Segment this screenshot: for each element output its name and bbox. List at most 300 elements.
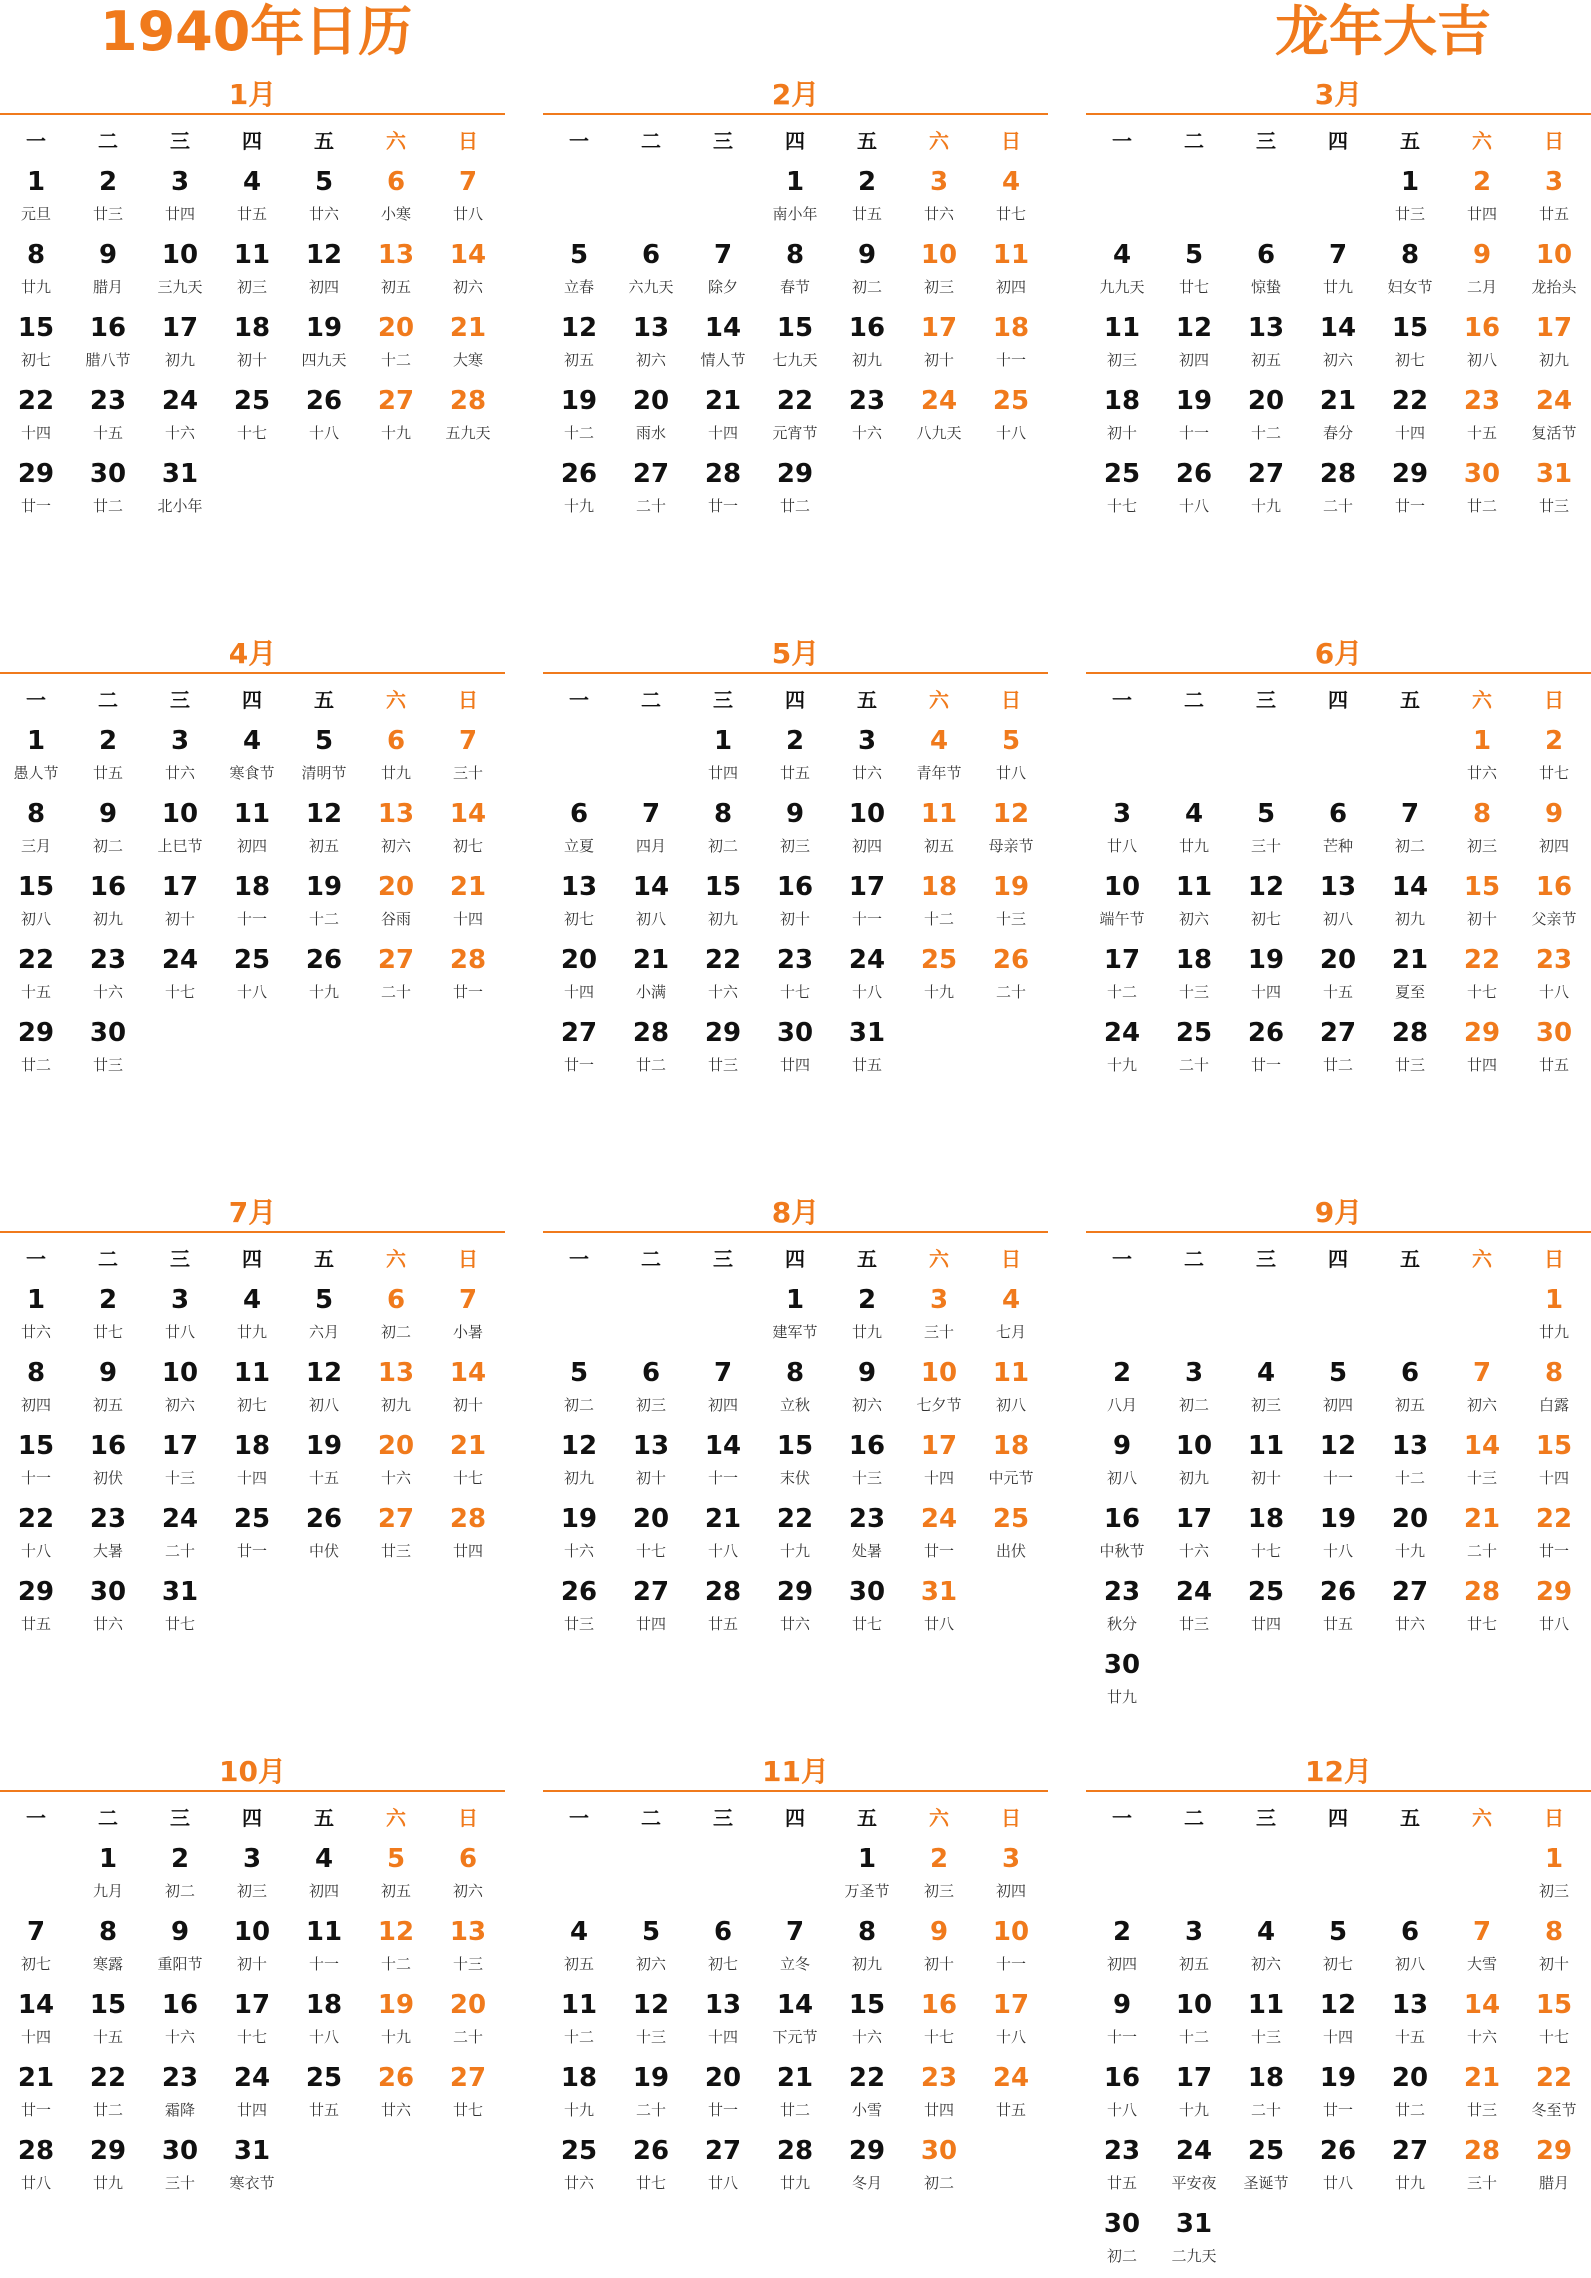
day-cell[interactable] [360,1281,432,1354]
day-cell[interactable] [759,236,831,309]
day-cell[interactable] [0,1573,72,1646]
day-cell[interactable] [615,1014,687,1087]
day-cell[interactable] [0,1281,72,1354]
day-cell[interactable] [360,1913,432,1986]
day-cell[interactable] [759,722,831,795]
day-cell[interactable] [288,868,360,941]
day-cell[interactable] [903,1500,975,1573]
day-cell[interactable] [432,2059,504,2132]
day-cell[interactable] [432,1500,504,1573]
day-cell[interactable] [543,1573,615,1646]
day-cell[interactable] [0,868,72,941]
day-cell[interactable] [216,795,288,868]
day-cell[interactable] [1086,941,1158,1014]
day-cell[interactable] [543,1014,615,1087]
day-cell[interactable] [1446,941,1518,1014]
day-cell[interactable] [72,722,144,795]
day-cell[interactable] [432,309,504,382]
day-cell[interactable] [759,2059,831,2132]
day-cell[interactable] [903,1840,975,1913]
day-cell[interactable] [687,1427,759,1500]
day-cell[interactable] [975,795,1047,868]
day-cell[interactable] [432,1354,504,1427]
day-cell[interactable] [615,1427,687,1500]
day-cell[interactable] [216,1354,288,1427]
day-cell[interactable] [72,382,144,455]
day-cell[interactable] [432,868,504,941]
day-cell[interactable] [288,309,360,382]
day-cell[interactable] [1158,382,1230,455]
day-cell[interactable] [360,309,432,382]
day-cell[interactable] [831,1427,903,1500]
day-cell[interactable] [1230,455,1302,528]
day-cell[interactable] [0,382,72,455]
day-cell[interactable] [216,236,288,309]
day-cell[interactable] [687,309,759,382]
day-cell[interactable] [831,2059,903,2132]
day-cell[interactable] [543,236,615,309]
day-cell[interactable] [72,1573,144,1646]
day-cell[interactable] [1302,455,1374,528]
day-cell[interactable] [975,722,1047,795]
day-cell[interactable] [1374,1014,1446,1087]
day-cell[interactable] [1518,795,1590,868]
day-cell[interactable] [687,941,759,1014]
day-cell[interactable] [1374,1354,1446,1427]
day-cell[interactable] [432,236,504,309]
day-cell[interactable] [831,941,903,1014]
day-cell[interactable] [1302,2059,1374,2132]
day-cell[interactable] [216,722,288,795]
day-cell[interactable] [1086,1014,1158,1087]
day-cell[interactable] [759,1913,831,1986]
day-cell[interactable] [1158,1014,1230,1087]
day-cell[interactable] [144,2132,216,2205]
day-cell[interactable] [1374,1913,1446,1986]
day-cell[interactable] [1446,1986,1518,2059]
day-cell[interactable] [759,1500,831,1573]
day-cell[interactable] [543,2059,615,2132]
day-cell[interactable] [1086,1986,1158,2059]
day-cell[interactable] [360,236,432,309]
day-cell[interactable] [144,163,216,236]
day-cell[interactable] [1086,868,1158,941]
day-cell[interactable] [144,1913,216,1986]
day-cell[interactable] [759,941,831,1014]
day-cell[interactable] [144,2059,216,2132]
day-cell[interactable] [288,1986,360,2059]
day-cell[interactable] [288,236,360,309]
day-cell[interactable] [1446,1014,1518,1087]
day-cell[interactable] [903,1986,975,2059]
day-cell[interactable] [687,1500,759,1573]
day-cell[interactable] [1302,1913,1374,1986]
day-cell[interactable] [831,795,903,868]
day-cell[interactable] [72,1427,144,1500]
day-cell[interactable] [687,2059,759,2132]
day-cell[interactable] [1086,382,1158,455]
day-cell[interactable] [72,2059,144,2132]
day-cell[interactable] [975,2059,1047,2132]
day-cell[interactable] [144,1500,216,1573]
day-cell[interactable] [759,868,831,941]
day-cell[interactable] [1446,2132,1518,2205]
day-cell[interactable] [1230,1573,1302,1646]
day-cell[interactable] [1374,1986,1446,2059]
day-cell[interactable] [903,1354,975,1427]
day-cell[interactable] [288,941,360,1014]
day-cell[interactable] [759,1014,831,1087]
day-cell[interactable] [831,163,903,236]
day-cell[interactable] [1518,1427,1590,1500]
day-cell[interactable] [831,1281,903,1354]
day-cell[interactable] [903,1281,975,1354]
day-cell[interactable] [1518,1014,1590,1087]
day-cell[interactable] [360,1500,432,1573]
day-cell[interactable] [759,382,831,455]
day-cell[interactable] [432,722,504,795]
day-cell[interactable] [1158,2205,1230,2278]
day-cell[interactable] [831,1913,903,1986]
day-cell[interactable] [72,868,144,941]
day-cell[interactable] [72,1840,144,1913]
day-cell[interactable] [903,382,975,455]
day-cell[interactable] [216,2059,288,2132]
day-cell[interactable] [1374,1427,1446,1500]
day-cell[interactable] [1302,2132,1374,2205]
day-cell[interactable] [1518,1840,1590,1913]
day-cell[interactable] [543,1500,615,1573]
day-cell[interactable] [288,722,360,795]
day-cell[interactable] [759,163,831,236]
day-cell[interactable] [432,382,504,455]
day-cell[interactable] [903,1427,975,1500]
day-cell[interactable] [1230,941,1302,1014]
day-cell[interactable] [543,2132,615,2205]
day-cell[interactable] [1518,1913,1590,1986]
day-cell[interactable] [0,1014,72,1087]
day-cell[interactable] [72,1913,144,1986]
day-cell[interactable] [1158,2132,1230,2205]
day-cell[interactable] [543,1913,615,1986]
day-cell[interactable] [144,1840,216,1913]
day-cell[interactable] [1302,941,1374,1014]
day-cell[interactable] [1158,1500,1230,1573]
day-cell[interactable] [288,1427,360,1500]
day-cell[interactable] [0,2059,72,2132]
day-cell[interactable] [1158,795,1230,868]
day-cell[interactable] [288,2059,360,2132]
day-cell[interactable] [1086,455,1158,528]
day-cell[interactable] [1158,2059,1230,2132]
day-cell[interactable] [360,163,432,236]
day-cell[interactable] [543,795,615,868]
day-cell[interactable] [903,309,975,382]
day-cell[interactable] [1302,795,1374,868]
day-cell[interactable] [759,455,831,528]
day-cell[interactable] [1086,2059,1158,2132]
day-cell[interactable] [360,1427,432,1500]
day-cell[interactable] [831,2132,903,2205]
day-cell[interactable] [72,309,144,382]
day-cell[interactable] [432,163,504,236]
day-cell[interactable] [288,163,360,236]
day-cell[interactable] [903,722,975,795]
day-cell[interactable] [360,382,432,455]
day-cell[interactable] [144,1573,216,1646]
day-cell[interactable] [144,795,216,868]
day-cell[interactable] [216,382,288,455]
day-cell[interactable] [144,868,216,941]
day-cell[interactable] [1518,309,1590,382]
day-cell[interactable] [1302,1014,1374,1087]
day-cell[interactable] [759,1986,831,2059]
day-cell[interactable] [216,1840,288,1913]
day-cell[interactable] [1518,1281,1590,1354]
day-cell[interactable] [543,1427,615,1500]
day-cell[interactable] [1230,1014,1302,1087]
day-cell[interactable] [1086,236,1158,309]
day-cell[interactable] [1230,382,1302,455]
day-cell[interactable] [0,1354,72,1427]
day-cell[interactable] [831,722,903,795]
day-cell[interactable] [831,309,903,382]
day-cell[interactable] [1446,382,1518,455]
day-cell[interactable] [615,1354,687,1427]
day-cell[interactable] [144,309,216,382]
day-cell[interactable] [72,1986,144,2059]
day-cell[interactable] [216,2132,288,2205]
day-cell[interactable] [1518,455,1590,528]
day-cell[interactable] [903,1913,975,1986]
day-cell[interactable] [1230,2059,1302,2132]
day-cell[interactable] [1086,1573,1158,1646]
day-cell[interactable] [1374,2059,1446,2132]
day-cell[interactable] [0,2132,72,2205]
day-cell[interactable] [216,163,288,236]
day-cell[interactable] [759,2132,831,2205]
day-cell[interactable] [1230,1913,1302,1986]
day-cell[interactable] [1230,236,1302,309]
day-cell[interactable] [1518,1500,1590,1573]
day-cell[interactable] [1518,868,1590,941]
day-cell[interactable] [288,1354,360,1427]
day-cell[interactable] [1086,1500,1158,1573]
day-cell[interactable] [1518,722,1590,795]
day-cell[interactable] [1158,1573,1230,1646]
day-cell[interactable] [975,1913,1047,1986]
day-cell[interactable] [1302,382,1374,455]
day-cell[interactable] [1302,1573,1374,1646]
day-cell[interactable] [903,163,975,236]
day-cell[interactable] [903,236,975,309]
day-cell[interactable] [1446,1573,1518,1646]
day-cell[interactable] [687,382,759,455]
day-cell[interactable] [72,795,144,868]
day-cell[interactable] [975,1427,1047,1500]
day-cell[interactable] [975,1500,1047,1573]
day-cell[interactable] [831,1840,903,1913]
day-cell[interactable] [0,163,72,236]
day-cell[interactable] [975,236,1047,309]
day-cell[interactable] [1086,1354,1158,1427]
day-cell[interactable] [1302,1500,1374,1573]
day-cell[interactable] [1158,236,1230,309]
day-cell[interactable] [1302,868,1374,941]
day-cell[interactable] [288,1500,360,1573]
day-cell[interactable] [1302,1354,1374,1427]
day-cell[interactable] [1230,795,1302,868]
day-cell[interactable] [144,1354,216,1427]
day-cell[interactable] [1158,455,1230,528]
day-cell[interactable] [216,1500,288,1573]
day-cell[interactable] [1158,941,1230,1014]
day-cell[interactable] [759,795,831,868]
day-cell[interactable] [0,309,72,382]
day-cell[interactable] [759,1354,831,1427]
day-cell[interactable] [1518,163,1590,236]
day-cell[interactable] [432,941,504,1014]
day-cell[interactable] [615,309,687,382]
day-cell[interactable] [759,309,831,382]
day-cell[interactable] [831,1014,903,1087]
day-cell[interactable] [0,941,72,1014]
day-cell[interactable] [759,1573,831,1646]
day-cell[interactable] [831,868,903,941]
day-cell[interactable] [1518,2132,1590,2205]
day-cell[interactable] [72,1500,144,1573]
day-cell[interactable] [687,455,759,528]
day-cell[interactable] [903,1573,975,1646]
day-cell[interactable] [615,382,687,455]
day-cell[interactable] [1230,2132,1302,2205]
day-cell[interactable] [432,1913,504,1986]
day-cell[interactable] [1446,2059,1518,2132]
day-cell[interactable] [1158,1986,1230,2059]
day-cell[interactable] [903,795,975,868]
day-cell[interactable] [144,382,216,455]
day-cell[interactable] [615,1500,687,1573]
day-cell[interactable] [1446,309,1518,382]
day-cell[interactable] [144,1427,216,1500]
day-cell[interactable] [1230,1354,1302,1427]
day-cell[interactable] [1446,722,1518,795]
day-cell[interactable] [72,455,144,528]
day-cell[interactable] [72,2132,144,2205]
day-cell[interactable] [432,1427,504,1500]
day-cell[interactable] [687,1913,759,1986]
day-cell[interactable] [903,868,975,941]
day-cell[interactable] [1086,2132,1158,2205]
day-cell[interactable] [0,1986,72,2059]
day-cell[interactable] [975,1281,1047,1354]
day-cell[interactable] [288,382,360,455]
day-cell[interactable] [360,941,432,1014]
day-cell[interactable] [1518,1986,1590,2059]
day-cell[interactable] [975,1986,1047,2059]
day-cell[interactable] [72,163,144,236]
day-cell[interactable] [144,236,216,309]
day-cell[interactable] [975,382,1047,455]
day-cell[interactable] [0,1427,72,1500]
day-cell[interactable] [1302,236,1374,309]
day-cell[interactable] [432,1986,504,2059]
day-cell[interactable] [0,236,72,309]
day-cell[interactable] [0,1913,72,1986]
day-cell[interactable] [759,1427,831,1500]
day-cell[interactable] [144,941,216,1014]
day-cell[interactable] [1446,236,1518,309]
day-cell[interactable] [432,1281,504,1354]
day-cell[interactable] [615,941,687,1014]
day-cell[interactable] [975,941,1047,1014]
day-cell[interactable] [144,722,216,795]
day-cell[interactable] [216,1427,288,1500]
day-cell[interactable] [1302,309,1374,382]
day-cell[interactable] [360,1986,432,2059]
day-cell[interactable] [1302,1986,1374,2059]
day-cell[interactable] [687,1014,759,1087]
day-cell[interactable] [1374,1573,1446,1646]
day-cell[interactable] [687,1986,759,2059]
day-cell[interactable] [1086,1913,1158,1986]
day-cell[interactable] [1230,1500,1302,1573]
day-cell[interactable] [543,868,615,941]
day-cell[interactable] [1086,309,1158,382]
day-cell[interactable] [1374,795,1446,868]
day-cell[interactable] [615,795,687,868]
day-cell[interactable] [144,1986,216,2059]
day-cell[interactable] [687,1354,759,1427]
day-cell[interactable] [1518,1573,1590,1646]
day-cell[interactable] [1446,1354,1518,1427]
day-cell[interactable] [216,1281,288,1354]
day-cell[interactable] [615,236,687,309]
day-cell[interactable] [543,941,615,1014]
day-cell[interactable] [975,309,1047,382]
day-cell[interactable] [1086,2205,1158,2278]
day-cell[interactable] [1518,1354,1590,1427]
day-cell[interactable] [216,1913,288,1986]
day-cell[interactable] [1158,1354,1230,1427]
day-cell[interactable] [1518,236,1590,309]
day-cell[interactable] [288,1913,360,1986]
day-cell[interactable] [360,795,432,868]
day-cell[interactable] [687,236,759,309]
day-cell[interactable] [216,868,288,941]
day-cell[interactable] [1374,382,1446,455]
day-cell[interactable] [1446,795,1518,868]
day-cell[interactable] [1374,455,1446,528]
day-cell[interactable] [615,1986,687,2059]
day-cell[interactable] [288,1840,360,1913]
day-cell[interactable] [1446,1427,1518,1500]
day-cell[interactable] [615,868,687,941]
day-cell[interactable] [216,309,288,382]
day-cell[interactable] [831,1354,903,1427]
day-cell[interactable] [687,795,759,868]
day-cell[interactable] [1230,1986,1302,2059]
day-cell[interactable] [687,868,759,941]
day-cell[interactable] [0,795,72,868]
day-cell[interactable] [360,1840,432,1913]
day-cell[interactable] [1374,868,1446,941]
day-cell[interactable] [1158,868,1230,941]
day-cell[interactable] [831,1986,903,2059]
day-cell[interactable] [1374,163,1446,236]
day-cell[interactable] [543,1354,615,1427]
day-cell[interactable] [975,868,1047,941]
